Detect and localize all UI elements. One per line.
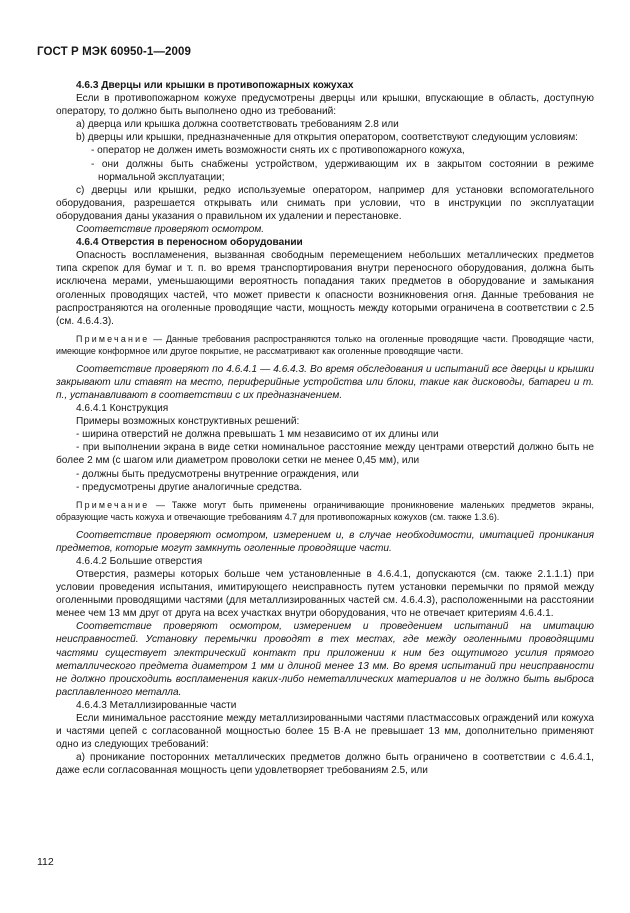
list-item: - при выполнении экрана в виде сетки номинальное расстояние между центрами отверстий должно быть не более 2 мм (с шагом или диаметром проволоки сетки не менее 0,45 мм), или [56, 442, 594, 467]
section-heading-4-6-4: 4.6.4 Отверстия в переносном оборудовании [76, 237, 303, 249]
paragraph: Отверстия, размеры которых больше чем установленные в 4.6.4.1, допускаются (см. также 2.1.1.1) при условии проведения испытания, имитирующего неисправность путем установки перемычки по прямой между оголенными проводящими частями (для металлизированных частей см. 4.6.4.3), расположенными на расстоянии менее чем 13 мм друг от друга на всех участках внутри оборудования, что не отвечает критериям 4.6.4.1. [56, 569, 594, 620]
document-header: ГОСТ Р МЭК 60950-1—2009 [37, 46, 191, 58]
paragraph: Если в противопожарном кожухе предусмотрены дверцы или крышки, впускающие в область, доступную оператору, то должно быть выполнено одно из требований: [56, 93, 594, 118]
list-item: - предусмотрены другие аналогичные средства. [76, 481, 303, 493]
section-heading-4-6-4-1: 4.6.4.1 Конструкция [76, 403, 169, 415]
note [56, 499, 594, 523]
note [56, 333, 594, 357]
note-label: Примечание [76, 333, 150, 344]
section-heading-4-6-4-3: 4.6.4.3 Металлизированные части [76, 699, 237, 711]
compliance-text: Соответствие проверяют осмотром, измерением и проведением испытаний на имитацию неисправностей. Установку перемычки проводят в тех местах, где между оголенными проводящими частями существует электрический контакт при приложении к ним без ощутимого усилия прямого металлического предмета диаметром 1 мм и длиной менее 13 мм. Во время испытаний при неисправности не должно происходить воспламенения каких-либо неметаллических материалов и не должно быть выброса расплавленного металла. [56, 621, 594, 698]
compliance-text: Соответствие проверяют осмотром, измерением и, в случае необходимости, имитацией проникания предметов, которые могут замкнуть оголенные проводящие части. [56, 529, 594, 554]
sub-list-item: - они должны быть снабжены устройством, удерживающим их в закрытом состоянии в режиме нормальной эксплуатации; [91, 158, 594, 183]
section-heading-4-6-3: 4.6.3 Дверцы или крышки в противопожарных кожухах [76, 80, 354, 91]
paragraph: Примеры возможных конструктивных решений: [76, 416, 300, 428]
list-item: с) дверцы или крышки, редко используемые оператором, например для установки вспомогательного оборудования, разрешается открывать или снимать при условии, что в инструкции по эксплуатации оборудования даны указания о правильном их удалении и перестановке. [56, 184, 594, 222]
list-item: - ширина отверстий не должна превышать 1 мм независимо от их длины или [76, 429, 439, 441]
compliance-text: Соответствие проверяют осмотром. [76, 224, 265, 236]
page-content [56, 79, 594, 778]
page-number: 112 [37, 856, 54, 868]
list-item: b) дверцы или крышки, предназначенные для открытия оператором, соответствуют следующим условиям: [76, 132, 578, 144]
list-item: - должны быть предусмотрены внутренние ограждения, или [76, 468, 359, 480]
note-text: — Также могут быть применены ограничивающие проникновение маленьких предметов экраны, образующие часть кожуха и отвечающие требованиям 4.7 для противопожарных кожухов (см. также 1.3.6). [56, 499, 594, 522]
paragraph: Опасность воспламенения, вызванная свободным перемещением небольших металлических предметов типа скрепок для бумаг и т. п. во время транспортирования внутри переносного оборудования, должна быть исключена мерами, уменьшающими вероятность попадания таких предметов в оборудование и замыкания оголенных проводящих частей, что может привести к опасности возникновения огня. Данные требования не распространяются на оголенные проводящие части, мощность между которыми ограничена в соответствии с 2.5 (см. 4.6.4.3). [56, 250, 594, 327]
paragraph: Если минимальное расстояние между металлизированными частями пластмассовых ограждений или кожуха и частями цепей с согласованной мощностью более 15 В·А не превышает 13 мм, дополнительно применяют одно из следующих требований: [56, 713, 594, 751]
note-label: Примечание [76, 499, 150, 510]
sub-list-item: - оператор не должен иметь возможности снять их с противопожарного кожуха, [91, 145, 465, 157]
list-item: а) проникание посторонних металлических предметов должно быть ограничено в соответствии с 4.6.4.1, даже если согласованная мощность цепи удовлетворяет требованиям 2.5, или [56, 752, 594, 777]
compliance-text: Соответствие проверяют по 4.6.4.1 — 4.6.4.3. Во время обследования и испытаний все дверцы и крышки закрывают или ставят на место, периферийные устройства или блоки, такие как дисководы, батареи и т. п., устанавливают в соответствии с их предназначением. [56, 363, 594, 401]
note-text: — Данные требования распространяются только на оголенные проводящие части. Проводящие части, имеющие конформное или другое покрытие, не рассматривают как оголенные проводящие части. [56, 333, 594, 356]
list-item: а) дверца или крышка должна соответствовать требованиям 2.8 или [76, 119, 399, 131]
section-heading-4-6-4-2: 4.6.4.2 Большие отверстия [76, 555, 203, 567]
